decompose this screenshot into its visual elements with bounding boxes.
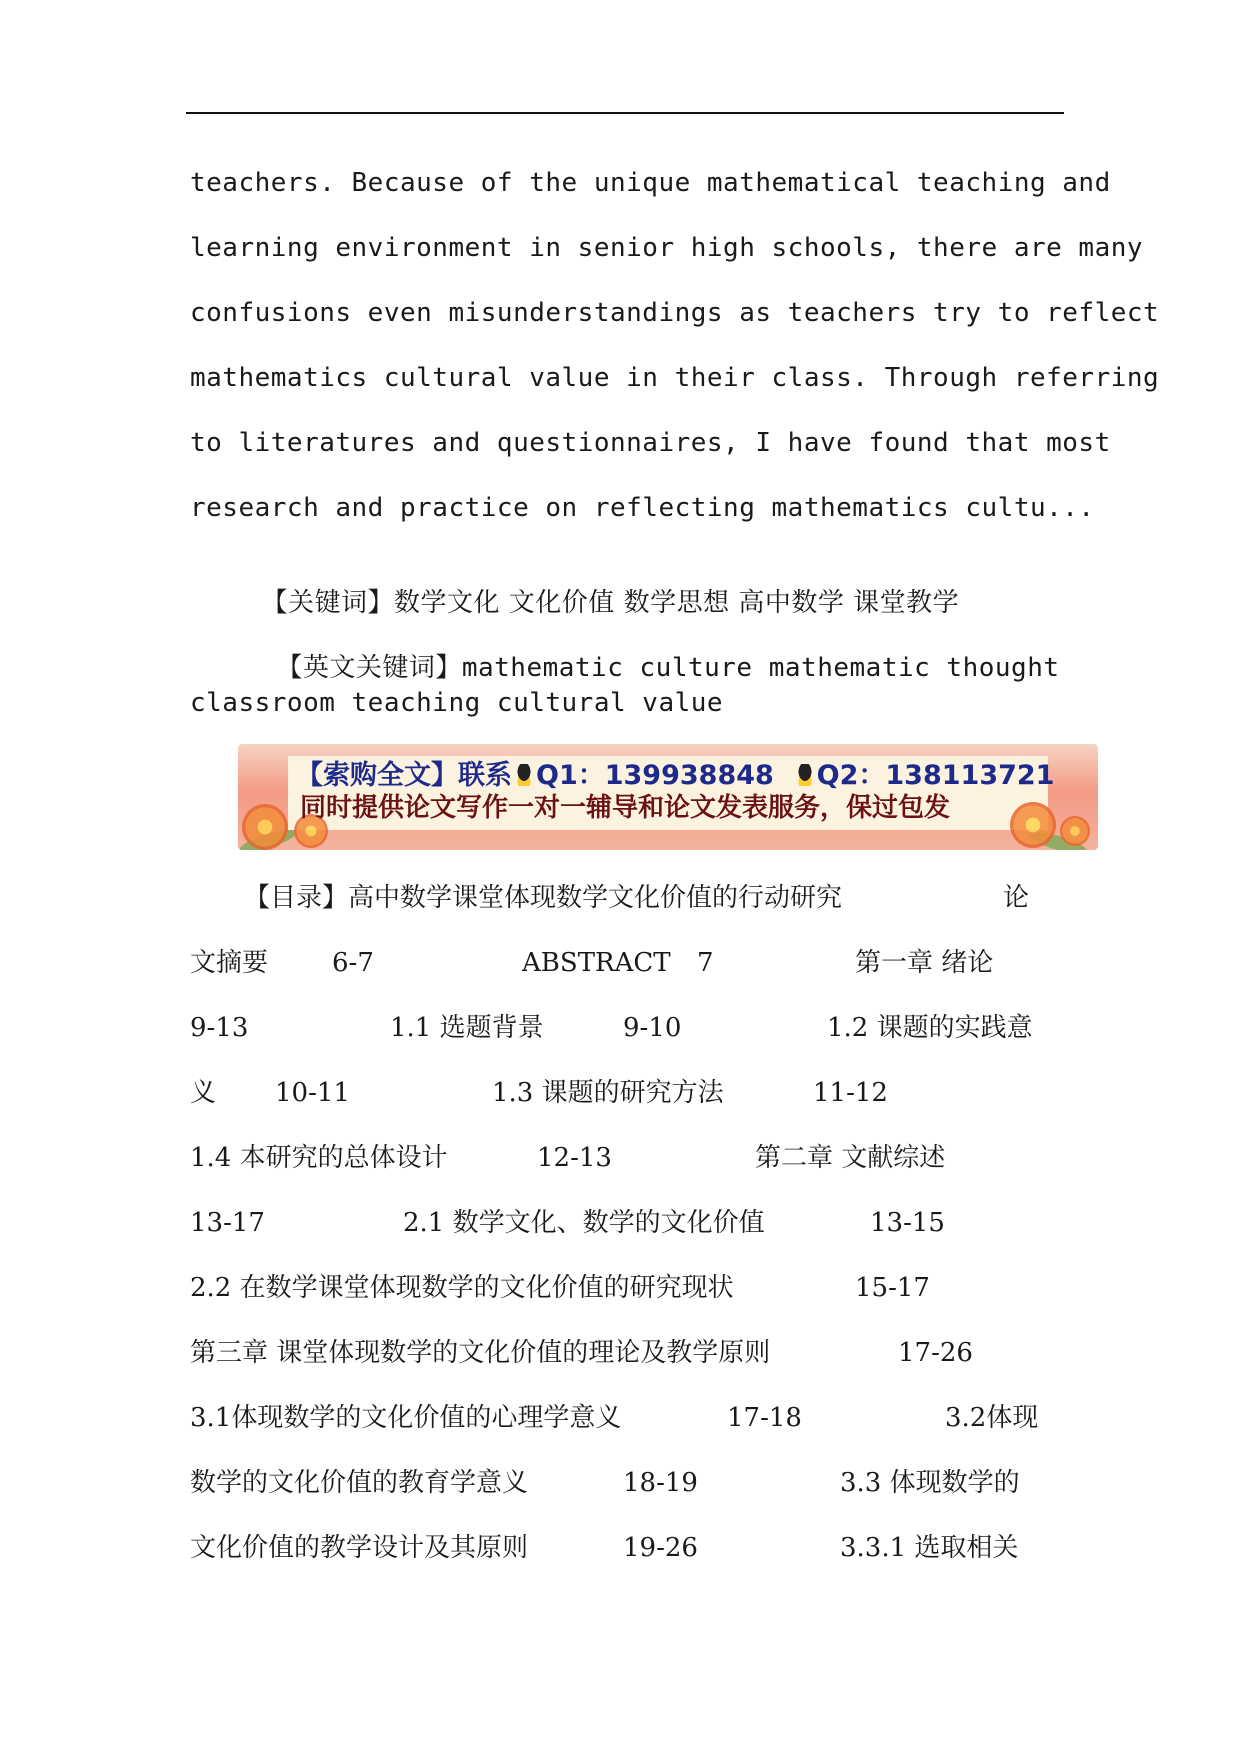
toc-text: 3.3 体现数学的 [840, 1468, 1020, 1498]
toc-title: 【目录】高中数学课堂体现数学文化价值的行动研究 [244, 883, 843, 913]
flower-icon [1060, 816, 1090, 846]
toc-page: 18-19 [623, 1468, 698, 1498]
abstract-line-3: confusions even misunderstandings as teachers try to reflect [190, 298, 1160, 328]
toc-text: 第一章 绪论 [855, 948, 994, 978]
abstract-line-1: teachers. Because of the unique mathematical teaching and [190, 168, 1111, 198]
abstract-line-6: research and practice on reflecting mathematics cultu... [190, 493, 1095, 523]
toc-page: 9-13 [190, 1013, 249, 1043]
toc-text: 2.2 在数学课堂体现数学的文化价值的研究现状 [190, 1273, 734, 1303]
purchase-banner[interactable] [238, 744, 1098, 850]
toc-page: 9-10 [623, 1013, 682, 1043]
header-rule [186, 112, 1064, 114]
toc-page: 6-7 [332, 948, 374, 978]
toc-text: 论 [1003, 883, 1030, 913]
banner-contact-line [296, 760, 1054, 792]
banner-service-line: 同时提供论文写作一对一辅导和论文发表服务，保过包发 [300, 793, 951, 823]
toc-page: 13-15 [870, 1208, 945, 1238]
toc-text: 1.1 选题背景 [390, 1013, 544, 1043]
keywords-value: 数学文化 文化价值 数学思想 高中数学 课堂教学 [394, 588, 960, 618]
banner-q1: Q1：139938848 [536, 760, 774, 791]
abstract-line-4: mathematics cultural value in their class. Through referring [190, 363, 1160, 393]
toc-page: 19-26 [623, 1533, 698, 1563]
toc-text: 数学的文化价值的教育学意义 [190, 1468, 529, 1498]
toc-page: 17-26 [898, 1338, 973, 1368]
abstract-line-5: to literatures and questionnaires, I have found that most [190, 428, 1111, 458]
toc-text: 2.1 数学文化、数学的文化价值 [403, 1208, 765, 1238]
toc-page: 13-17 [190, 1208, 265, 1238]
banner-contact-label: 【索购全文】联系 [296, 760, 512, 791]
toc-page: 7 [697, 948, 714, 978]
toc-text: 3.2体现 [945, 1403, 1039, 1433]
toc-text: ABSTRACT [522, 948, 671, 978]
keywords-en-label: 【英文关键词】 [276, 653, 462, 683]
flower-icon [1010, 802, 1056, 848]
toc-page: 12-13 [537, 1143, 612, 1173]
toc-page: 11-12 [813, 1078, 888, 1108]
keywords-line [244, 558, 959, 618]
keywords-en-line [244, 623, 1060, 683]
toc-text: 1.2 课题的实践意 [827, 1013, 1033, 1043]
toc-text: 3.1体现数学的文化价值的心理学意义 [190, 1403, 622, 1433]
banner-q2: Q2：138113721 [816, 760, 1055, 791]
keywords-en-value-1: mathematic culture mathematic thought [461, 653, 1060, 683]
toc-text: 义 [190, 1078, 217, 1108]
toc-text: 文摘要 [190, 948, 269, 978]
toc-text: 第三章 课堂体现数学的文化价值的理论及教学原则 [190, 1338, 771, 1368]
toc-text: 3.3.1 选取相关 [840, 1533, 1019, 1563]
toc-text: 1.4 本研究的总体设计 [190, 1143, 448, 1173]
toc-text: 文化价值的教学设计及其原则 [190, 1533, 529, 1563]
flower-icon [242, 804, 288, 850]
abstract-line-2: learning environment in senior high schools, there are many [190, 233, 1144, 263]
toc-page: 15-17 [855, 1273, 930, 1303]
keywords-label: 【关键词】 [261, 588, 395, 618]
toc-page: 17-18 [727, 1403, 802, 1433]
toc-page: 10-11 [275, 1078, 350, 1108]
qq-icon [514, 764, 534, 786]
toc-text: 第二章 文献综述 [755, 1143, 946, 1173]
toc-text: 1.3 课题的研究方法 [492, 1078, 724, 1108]
qq-icon [795, 764, 815, 786]
keywords-en-line-2: classroom teaching cultural value [190, 688, 724, 718]
